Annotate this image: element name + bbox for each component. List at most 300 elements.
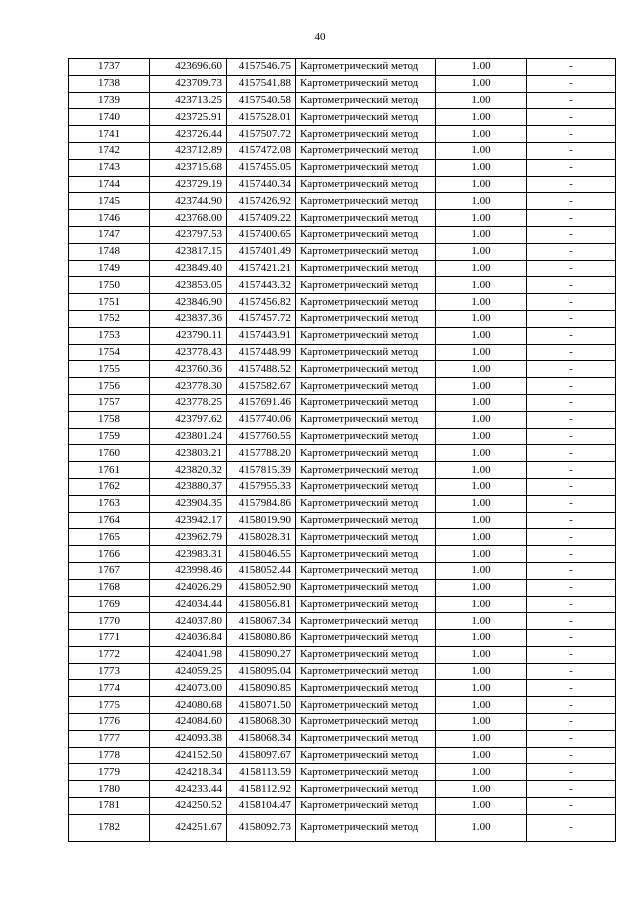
y-coordinate-cell: 4158104.47 (227, 798, 296, 815)
error-cell: 1.00 (436, 176, 527, 193)
error-cell: 1.00 (436, 327, 527, 344)
y-coordinate-cell: 4157456.82 (227, 294, 296, 311)
table-row (69, 512, 616, 529)
x-coordinate-cell: 423837.36 (150, 310, 227, 327)
x-coordinate-cell: 424041.98 (150, 646, 227, 663)
note-cell: - (527, 445, 616, 462)
y-coordinate-cell: 4157691.46 (227, 394, 296, 411)
table-row (69, 428, 616, 445)
error-cell: 1.00 (436, 630, 527, 647)
y-coordinate-cell: 4157421.21 (227, 260, 296, 277)
error-cell: 1.00 (436, 344, 527, 361)
method-cell: Картометрический метод (296, 243, 436, 260)
point-number-cell: 1763 (69, 495, 150, 512)
table-row (69, 546, 616, 563)
table-row (69, 176, 616, 193)
page-number: 40 (314, 31, 326, 43)
method-cell: Картометрический метод (296, 176, 436, 193)
y-coordinate-cell: 4158113.59 (227, 764, 296, 781)
error-cell: 1.00 (436, 579, 527, 596)
x-coordinate-cell: 424250.52 (150, 798, 227, 815)
y-coordinate-cell: 4158052.90 (227, 579, 296, 596)
y-coordinate-cell: 4157448.99 (227, 344, 296, 361)
error-cell: 1.00 (436, 680, 527, 697)
x-coordinate-cell: 423849.40 (150, 260, 227, 277)
note-cell: - (527, 764, 616, 781)
x-coordinate-cell: 424233.44 (150, 781, 227, 798)
error-cell: 1.00 (436, 142, 527, 159)
y-coordinate-cell: 4158112.92 (227, 781, 296, 798)
method-cell: Картометрический метод (296, 613, 436, 630)
method-cell: Картометрический метод (296, 378, 436, 395)
table-row (69, 92, 616, 109)
x-coordinate-cell: 423801.24 (150, 428, 227, 445)
error-cell: 1.00 (436, 512, 527, 529)
point-number-cell: 1747 (69, 226, 150, 243)
method-cell: Картометрический метод (296, 814, 436, 841)
note-cell: - (527, 344, 616, 361)
table-row (69, 260, 616, 277)
table-row (69, 243, 616, 260)
x-coordinate-cell: 424080.68 (150, 697, 227, 714)
method-cell: Картометрический метод (296, 327, 436, 344)
error-cell: 1.00 (436, 59, 527, 76)
y-coordinate-cell: 4157472.08 (227, 142, 296, 159)
point-number-cell: 1740 (69, 109, 150, 126)
method-cell: Картометрический метод (296, 798, 436, 815)
error-cell: 1.00 (436, 663, 527, 680)
note-cell: - (527, 411, 616, 428)
table-row (69, 109, 616, 126)
method-cell: Картометрический метод (296, 495, 436, 512)
error-cell: 1.00 (436, 243, 527, 260)
note-cell: - (527, 310, 616, 327)
table-row (69, 613, 616, 630)
point-number-cell: 1782 (69, 814, 150, 841)
table-row (69, 596, 616, 613)
table-row (69, 378, 616, 395)
error-cell: 1.00 (436, 764, 527, 781)
error-cell: 1.00 (436, 814, 527, 841)
y-coordinate-cell: 4157400.65 (227, 226, 296, 243)
y-coordinate-cell: 4158095.04 (227, 663, 296, 680)
x-coordinate-cell: 424037.80 (150, 613, 227, 630)
y-coordinate-cell: 4157409.22 (227, 210, 296, 227)
method-cell: Картометрический метод (296, 210, 436, 227)
table-row (69, 59, 616, 76)
point-number-cell: 1754 (69, 344, 150, 361)
error-cell: 1.00 (436, 462, 527, 479)
y-coordinate-cell: 4158068.30 (227, 714, 296, 731)
method-cell: Картометрический метод (296, 361, 436, 378)
note-cell: - (527, 562, 616, 579)
method-cell: Картометрический метод (296, 730, 436, 747)
method-cell: Картометрический метод (296, 109, 436, 126)
point-number-cell: 1766 (69, 546, 150, 563)
y-coordinate-cell: 4158068.34 (227, 730, 296, 747)
x-coordinate-cell: 423778.25 (150, 394, 227, 411)
table-row (69, 697, 616, 714)
note-cell: - (527, 394, 616, 411)
method-cell: Картометрический метод (296, 714, 436, 731)
error-cell: 1.00 (436, 730, 527, 747)
error-cell: 1.00 (436, 159, 527, 176)
x-coordinate-cell: 423962.79 (150, 529, 227, 546)
table-row (69, 126, 616, 143)
x-coordinate-cell: 424251.67 (150, 814, 227, 841)
point-number-cell: 1764 (69, 512, 150, 529)
table-row (69, 361, 616, 378)
y-coordinate-cell: 4157457.72 (227, 310, 296, 327)
point-number-cell: 1778 (69, 747, 150, 764)
error-cell: 1.00 (436, 411, 527, 428)
error-cell: 1.00 (436, 75, 527, 92)
y-coordinate-cell: 4157507.72 (227, 126, 296, 143)
note-cell: - (527, 277, 616, 294)
table-row (69, 142, 616, 159)
table-row (69, 680, 616, 697)
y-coordinate-cell: 4158046.55 (227, 546, 296, 563)
table-row (69, 226, 616, 243)
note-cell: - (527, 176, 616, 193)
table-row (69, 327, 616, 344)
x-coordinate-cell: 423820.32 (150, 462, 227, 479)
note-cell: - (527, 260, 616, 277)
error-cell: 1.00 (436, 361, 527, 378)
x-coordinate-cell: 423744.90 (150, 193, 227, 210)
point-number-cell: 1752 (69, 310, 150, 327)
note-cell: - (527, 730, 616, 747)
point-number-cell: 1761 (69, 462, 150, 479)
point-number-cell: 1751 (69, 294, 150, 311)
note-cell: - (527, 210, 616, 227)
error-cell: 1.00 (436, 529, 527, 546)
point-number-cell: 1772 (69, 646, 150, 663)
point-number-cell: 1745 (69, 193, 150, 210)
y-coordinate-cell: 4157443.91 (227, 327, 296, 344)
y-coordinate-cell: 4157815.39 (227, 462, 296, 479)
x-coordinate-cell: 423817.15 (150, 243, 227, 260)
table-row (69, 462, 616, 479)
method-cell: Картометрический метод (296, 428, 436, 445)
point-number-cell: 1775 (69, 697, 150, 714)
x-coordinate-cell: 424059.25 (150, 663, 227, 680)
y-coordinate-cell: 4158052.44 (227, 562, 296, 579)
table-row (69, 730, 616, 747)
error-cell: 1.00 (436, 445, 527, 462)
note-cell: - (527, 126, 616, 143)
method-cell: Картометрический метод (296, 462, 436, 479)
error-cell: 1.00 (436, 697, 527, 714)
method-cell: Картометрический метод (296, 697, 436, 714)
method-cell: Картометрический метод (296, 193, 436, 210)
point-number-cell: 1755 (69, 361, 150, 378)
point-number-cell: 1777 (69, 730, 150, 747)
note-cell: - (527, 142, 616, 159)
point-number-cell: 1741 (69, 126, 150, 143)
y-coordinate-cell: 4158019.90 (227, 512, 296, 529)
method-cell: Картометрический метод (296, 59, 436, 76)
point-number-cell: 1776 (69, 714, 150, 731)
point-number-cell: 1762 (69, 478, 150, 495)
note-cell: - (527, 814, 616, 841)
y-coordinate-cell: 4158067.34 (227, 613, 296, 630)
point-number-cell: 1748 (69, 243, 150, 260)
note-cell: - (527, 428, 616, 445)
point-number-cell: 1746 (69, 210, 150, 227)
error-cell: 1.00 (436, 646, 527, 663)
note-cell: - (527, 193, 616, 210)
x-coordinate-cell: 424034.44 (150, 596, 227, 613)
x-coordinate-cell: 424084.60 (150, 714, 227, 731)
method-cell: Картометрический метод (296, 310, 436, 327)
table-row (69, 445, 616, 462)
x-coordinate-cell: 424073.00 (150, 680, 227, 697)
method-cell: Картометрический метод (296, 747, 436, 764)
note-cell: - (527, 59, 616, 76)
point-number-cell: 1738 (69, 75, 150, 92)
method-cell: Картометрический метод (296, 663, 436, 680)
table-row (69, 75, 616, 92)
point-number-cell: 1743 (69, 159, 150, 176)
x-coordinate-cell: 423726.44 (150, 126, 227, 143)
method-cell: Картометрический метод (296, 646, 436, 663)
error-cell: 1.00 (436, 378, 527, 395)
y-coordinate-cell: 4158056.81 (227, 596, 296, 613)
method-cell: Картометрический метод (296, 579, 436, 596)
error-cell: 1.00 (436, 596, 527, 613)
y-coordinate-cell: 4157401.49 (227, 243, 296, 260)
point-number-cell: 1758 (69, 411, 150, 428)
x-coordinate-cell: 424036.84 (150, 630, 227, 647)
error-cell: 1.00 (436, 210, 527, 227)
point-number-cell: 1744 (69, 176, 150, 193)
table-row (69, 814, 616, 841)
point-number-cell: 1769 (69, 596, 150, 613)
method-cell: Картометрический метод (296, 344, 436, 361)
note-cell: - (527, 378, 616, 395)
method-cell: Картометрический метод (296, 411, 436, 428)
table-row (69, 781, 616, 798)
error-cell: 1.00 (436, 781, 527, 798)
error-cell: 1.00 (436, 226, 527, 243)
coordinates-table-body (69, 59, 616, 842)
method-cell: Картометрический метод (296, 596, 436, 613)
x-coordinate-cell: 423942.17 (150, 512, 227, 529)
note-cell: - (527, 478, 616, 495)
note-cell: - (527, 495, 616, 512)
x-coordinate-cell: 423880.37 (150, 478, 227, 495)
note-cell: - (527, 294, 616, 311)
method-cell: Картометрический метод (296, 781, 436, 798)
point-number-cell: 1781 (69, 798, 150, 815)
x-coordinate-cell: 423715.68 (150, 159, 227, 176)
point-number-cell: 1765 (69, 529, 150, 546)
method-cell: Картометрический метод (296, 394, 436, 411)
x-coordinate-cell: 423713.25 (150, 92, 227, 109)
x-coordinate-cell: 423803.21 (150, 445, 227, 462)
method-cell: Картометрический метод (296, 512, 436, 529)
note-cell: - (527, 361, 616, 378)
x-coordinate-cell: 424218.34 (150, 764, 227, 781)
table-row (69, 394, 616, 411)
y-coordinate-cell: 4157528.01 (227, 109, 296, 126)
note-cell: - (527, 663, 616, 680)
note-cell: - (527, 630, 616, 647)
note-cell: - (527, 462, 616, 479)
point-number-cell: 1767 (69, 562, 150, 579)
y-coordinate-cell: 4157443.32 (227, 277, 296, 294)
x-coordinate-cell: 423725.91 (150, 109, 227, 126)
point-number-cell: 1773 (69, 663, 150, 680)
error-cell: 1.00 (436, 546, 527, 563)
error-cell: 1.00 (436, 495, 527, 512)
table-row (69, 310, 616, 327)
y-coordinate-cell: 4157582.67 (227, 378, 296, 395)
note-cell: - (527, 243, 616, 260)
note-cell: - (527, 92, 616, 109)
method-cell: Картометрический метод (296, 630, 436, 647)
note-cell: - (527, 75, 616, 92)
x-coordinate-cell: 423797.53 (150, 226, 227, 243)
error-cell: 1.00 (436, 310, 527, 327)
y-coordinate-cell: 4157760.55 (227, 428, 296, 445)
method-cell: Картометрический метод (296, 126, 436, 143)
note-cell: - (527, 529, 616, 546)
point-number-cell: 1759 (69, 428, 150, 445)
x-coordinate-cell: 423797.62 (150, 411, 227, 428)
point-number-cell: 1749 (69, 260, 150, 277)
method-cell: Картометрический метод (296, 529, 436, 546)
method-cell: Картометрический метод (296, 142, 436, 159)
table-row (69, 478, 616, 495)
error-cell: 1.00 (436, 478, 527, 495)
point-number-cell: 1742 (69, 142, 150, 159)
table-row (69, 529, 616, 546)
error-cell: 1.00 (436, 714, 527, 731)
note-cell: - (527, 596, 616, 613)
x-coordinate-cell: 423983.31 (150, 546, 227, 563)
y-coordinate-cell: 4157788.20 (227, 445, 296, 462)
point-number-cell: 1737 (69, 59, 150, 76)
note-cell: - (527, 226, 616, 243)
table-row (69, 159, 616, 176)
table-row (69, 646, 616, 663)
coordinates-table (68, 58, 616, 842)
y-coordinate-cell: 4158092.73 (227, 814, 296, 841)
point-number-cell: 1770 (69, 613, 150, 630)
note-cell: - (527, 697, 616, 714)
x-coordinate-cell: 424093.38 (150, 730, 227, 747)
x-coordinate-cell: 423853.05 (150, 277, 227, 294)
method-cell: Картометрический метод (296, 277, 436, 294)
table-row (69, 193, 616, 210)
y-coordinate-cell: 4157984.86 (227, 495, 296, 512)
point-number-cell: 1739 (69, 92, 150, 109)
method-cell: Картометрический метод (296, 680, 436, 697)
note-cell: - (527, 798, 616, 815)
table-row (69, 630, 616, 647)
method-cell: Картометрический метод (296, 294, 436, 311)
point-number-cell: 1753 (69, 327, 150, 344)
y-coordinate-cell: 4158080.86 (227, 630, 296, 647)
x-coordinate-cell: 423709.73 (150, 75, 227, 92)
point-number-cell: 1774 (69, 680, 150, 697)
note-cell: - (527, 579, 616, 596)
error-cell: 1.00 (436, 613, 527, 630)
y-coordinate-cell: 4158097.67 (227, 747, 296, 764)
error-cell: 1.00 (436, 428, 527, 445)
method-cell: Картометрический метод (296, 260, 436, 277)
table-row (69, 495, 616, 512)
y-coordinate-cell: 4157488.52 (227, 361, 296, 378)
table-row (69, 747, 616, 764)
error-cell: 1.00 (436, 277, 527, 294)
note-cell: - (527, 109, 616, 126)
method-cell: Картометрический метод (296, 159, 436, 176)
x-coordinate-cell: 423768.00 (150, 210, 227, 227)
point-number-cell: 1756 (69, 378, 150, 395)
table-row (69, 764, 616, 781)
point-number-cell: 1757 (69, 394, 150, 411)
y-coordinate-cell: 4157455.05 (227, 159, 296, 176)
point-number-cell: 1768 (69, 579, 150, 596)
error-cell: 1.00 (436, 562, 527, 579)
x-coordinate-cell: 423778.30 (150, 378, 227, 395)
table-row (69, 663, 616, 680)
y-coordinate-cell: 4157540.58 (227, 92, 296, 109)
note-cell: - (527, 512, 616, 529)
x-coordinate-cell: 424152.50 (150, 747, 227, 764)
note-cell: - (527, 781, 616, 798)
y-coordinate-cell: 4157440.34 (227, 176, 296, 193)
table-row (69, 798, 616, 815)
point-number-cell: 1779 (69, 764, 150, 781)
note-cell: - (527, 646, 616, 663)
y-coordinate-cell: 4158028.31 (227, 529, 296, 546)
x-coordinate-cell: 423790.11 (150, 327, 227, 344)
x-coordinate-cell: 423998.46 (150, 562, 227, 579)
error-cell: 1.00 (436, 109, 527, 126)
method-cell: Картометрический метод (296, 478, 436, 495)
table-row (69, 411, 616, 428)
y-coordinate-cell: 4157546.75 (227, 59, 296, 76)
error-cell: 1.00 (436, 260, 527, 277)
method-cell: Картометрический метод (296, 764, 436, 781)
table-row (69, 277, 616, 294)
y-coordinate-cell: 4157426.92 (227, 193, 296, 210)
method-cell: Картометрический метод (296, 92, 436, 109)
note-cell: - (527, 714, 616, 731)
method-cell: Картометрический метод (296, 546, 436, 563)
y-coordinate-cell: 4157955.33 (227, 478, 296, 495)
x-coordinate-cell: 423696.60 (150, 59, 227, 76)
table-row (69, 344, 616, 361)
y-coordinate-cell: 4157740.06 (227, 411, 296, 428)
y-coordinate-cell: 4157541.88 (227, 75, 296, 92)
error-cell: 1.00 (436, 394, 527, 411)
point-number-cell: 1750 (69, 277, 150, 294)
y-coordinate-cell: 4158071.50 (227, 697, 296, 714)
error-cell: 1.00 (436, 747, 527, 764)
table-row (69, 210, 616, 227)
method-cell: Картометрический метод (296, 226, 436, 243)
y-coordinate-cell: 4158090.85 (227, 680, 296, 697)
point-number-cell: 1771 (69, 630, 150, 647)
table-row (69, 714, 616, 731)
error-cell: 1.00 (436, 92, 527, 109)
x-coordinate-cell: 423712.89 (150, 142, 227, 159)
